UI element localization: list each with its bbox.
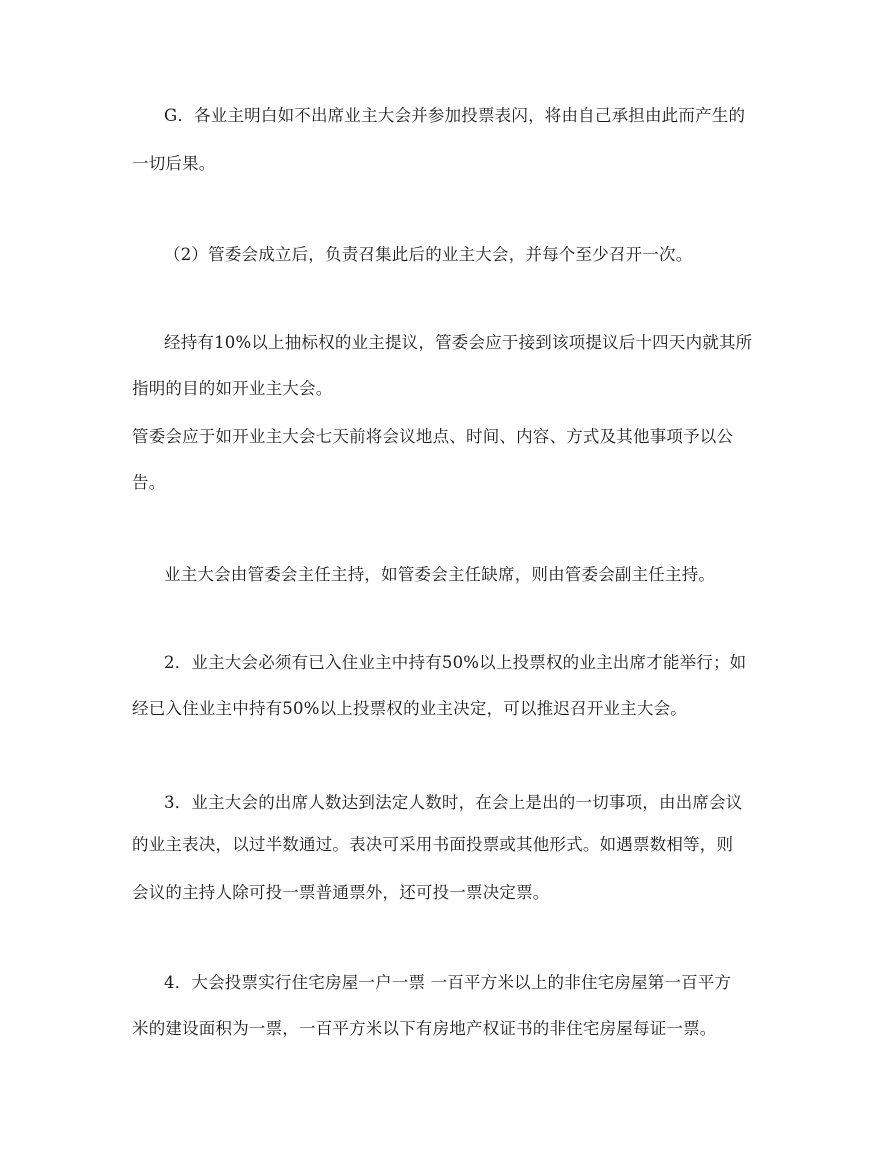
paragraph-chair-line-1: 业主大会由管委会主任主持，如管委会主任缺席，则由管委会副主任主持。 bbox=[164, 565, 716, 584]
paragraph-g-line-1: G．各业主明白如不出席业主大会并参加投票表闪，将由自己承担由此而产生的 bbox=[164, 106, 746, 125]
paragraph-notice-line-2: 告。 bbox=[132, 473, 166, 492]
paragraph-g-line-2: 一切后果。 bbox=[132, 154, 216, 173]
paragraph-2-line-1: （2）管委会成立后，负责召集此后的业主大会，并每个至少召开一次。 bbox=[164, 245, 693, 264]
item-4-line-1: 4．大会投票实行住宅房屋一户一票 一百平方米以上的非住宅房屋第一百平方 bbox=[164, 973, 732, 992]
item-4-line-2: 米的建设面积为一票，一百平方米以下有房地产权证书的非住宅房屋每证一票。 bbox=[132, 1019, 717, 1038]
item-2-line-2: 经已入住业主中持有50%以上投票权的业主决定，可以推迟召开业主大会。 bbox=[132, 699, 687, 718]
paragraph-notice-line-1: 管委会应于如开业主大会七天前将会议地点、时间、内容、方式及其他事项予以公 bbox=[132, 427, 734, 446]
item-3-line-3: 会议的主持人除可投一票普通票外，还可投一票决定票。 bbox=[132, 883, 550, 902]
item-3-line-1: 3．业主大会的出席人数达到法定人数时，在会上是出的一切事项，由出席会议 bbox=[164, 793, 743, 812]
item-3-line-2: 的业主表决，以过半数通过。表决可采用书面投票或其他形式。如遇票数相等，则 bbox=[132, 835, 734, 854]
item-2-line-1: 2．业主大会必须有已入住业主中持有50%以上投票权的业主出席才能举行；如 bbox=[164, 653, 747, 672]
paragraph-proposal-line-2: 指明的目的如开业主大会。 bbox=[132, 379, 333, 398]
paragraph-proposal-line-1: 经持有10%以上抽标权的业主提议，管委会应于接到该项提议后十四天内就其所 bbox=[164, 333, 753, 352]
